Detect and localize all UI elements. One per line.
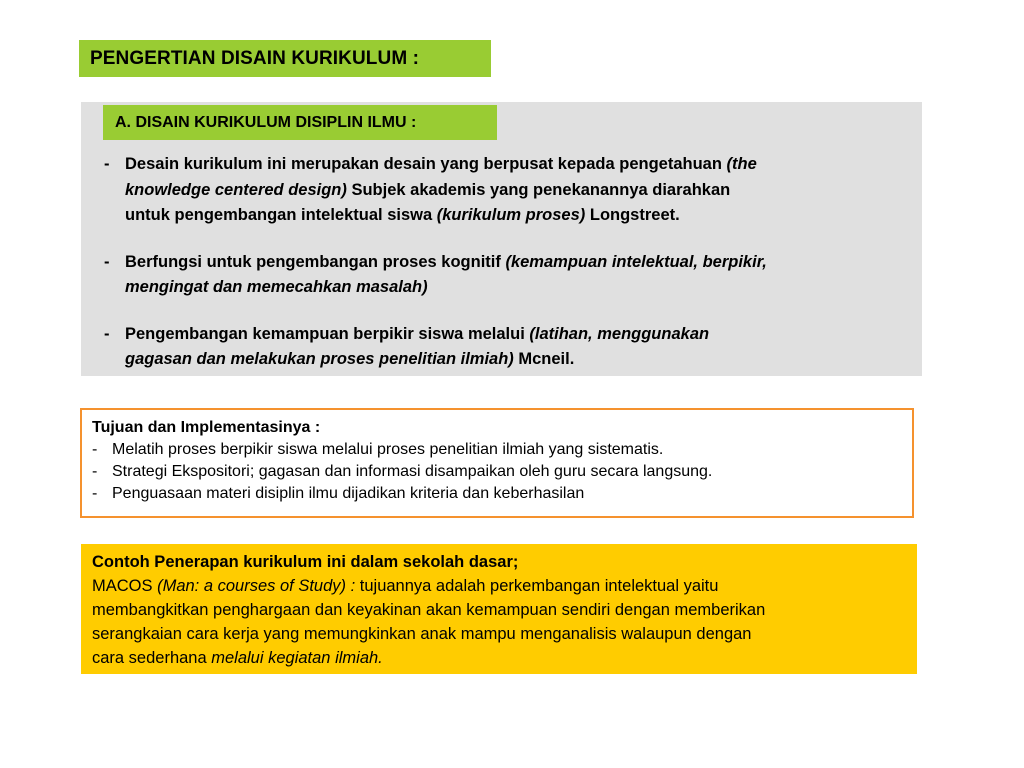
bullet-text-italic: gagasan dan melakukan proses penelitian ilmiah) <box>125 350 514 368</box>
bullet-text: untuk pengembangan intelektual siswa <box>125 206 437 224</box>
bullet-dash: - <box>104 252 110 271</box>
section-a-heading: A. DISAIN KURIKULUM DISIPLIN ILMU : <box>103 105 497 140</box>
bullet-dash: - <box>92 485 98 502</box>
bullet-text: Berfungsi untuk pengembangan proses kognitif <box>125 252 506 271</box>
bullet-text: Mcneil. <box>513 350 575 368</box>
bullet-line <box>125 347 904 373</box>
tujuan-item-text: Strategi Ekspositori; gagasan dan informasi disampaikan oleh guru secara langsung. <box>112 463 713 480</box>
bullet-item <box>104 250 904 301</box>
bullet-text: Subjek akademis yang penekanannya diarahkan <box>346 180 731 199</box>
tujuan-item <box>92 461 912 483</box>
tujuan-item-text: Melatih proses berpikir siswa melalui proses penelitian ilmiah yang sistematis. <box>112 441 664 458</box>
bullet-item <box>104 322 904 373</box>
bullet-dash: - <box>92 441 98 458</box>
tujuan-box <box>80 408 914 518</box>
bullet-text-italic: knowledge centered design) <box>125 180 347 199</box>
contoh-heading: Contoh Penerapan kurikulum ini dalam sekolah dasar; <box>92 553 519 571</box>
contoh-text: cara sederhana <box>92 649 212 667</box>
contoh-line <box>92 574 917 598</box>
bullet-line <box>125 322 904 348</box>
bullet-line <box>125 152 904 178</box>
bullet-line <box>125 203 904 229</box>
bullet-line <box>125 250 904 276</box>
bullet-text: Desain kurikulum ini merupakan desain yang berpusat kepada pengetahuan <box>125 155 727 173</box>
bullet-text: Longstreet. <box>585 206 680 224</box>
page-title: PENGERTIAN DISAIN KURIKULUM : <box>79 40 491 77</box>
bullet-dash: - <box>104 155 110 173</box>
tujuan-heading: Tujuan dan Implementasinya : <box>92 419 321 436</box>
contoh-box <box>81 544 917 674</box>
contoh-text: MACOS <box>92 577 158 595</box>
bullet-line <box>125 178 904 204</box>
bullet-line <box>125 275 904 301</box>
contoh-text-italic: (Man: a courses of Study) : <box>157 577 356 595</box>
contoh-line: serangkaian cara kerja yang memungkinkan anak mampu menganalisis walaupun dengan <box>92 625 752 643</box>
bullet-text-italic: (kemampuan intelektual, berpikir, <box>505 252 767 271</box>
bullet-text: Pengembangan kemampuan berpikir siswa melalui <box>125 324 530 343</box>
bullet-dash: - <box>104 324 110 343</box>
bullet-dash: - <box>92 463 98 480</box>
contoh-text: tujuannya adalah perkembangan intelektual yaitu <box>355 577 719 595</box>
tujuan-item <box>92 483 912 505</box>
bullet-text-italic: (latihan, menggunakan <box>529 324 710 343</box>
contoh-line: membangkitkan penghargaan dan keyakinan akan kemampuan sendiri dengan memberikan <box>92 601 766 619</box>
bullet-text-italic: mengingat dan memecahkan masalah) <box>125 278 428 296</box>
bullet-item <box>104 152 904 229</box>
contoh-text-italic: melalui kegiatan ilmiah. <box>211 649 383 667</box>
tujuan-item <box>92 439 912 461</box>
section-a-bullets <box>104 152 904 373</box>
bullet-text-italic: (the <box>726 155 757 173</box>
bullet-text-italic: (kurikulum proses) <box>436 206 586 224</box>
tujuan-item-text: Penguasaan materi disiplin ilmu dijadikan kriteria dan keberhasilan <box>112 485 585 502</box>
contoh-line <box>92 646 917 670</box>
